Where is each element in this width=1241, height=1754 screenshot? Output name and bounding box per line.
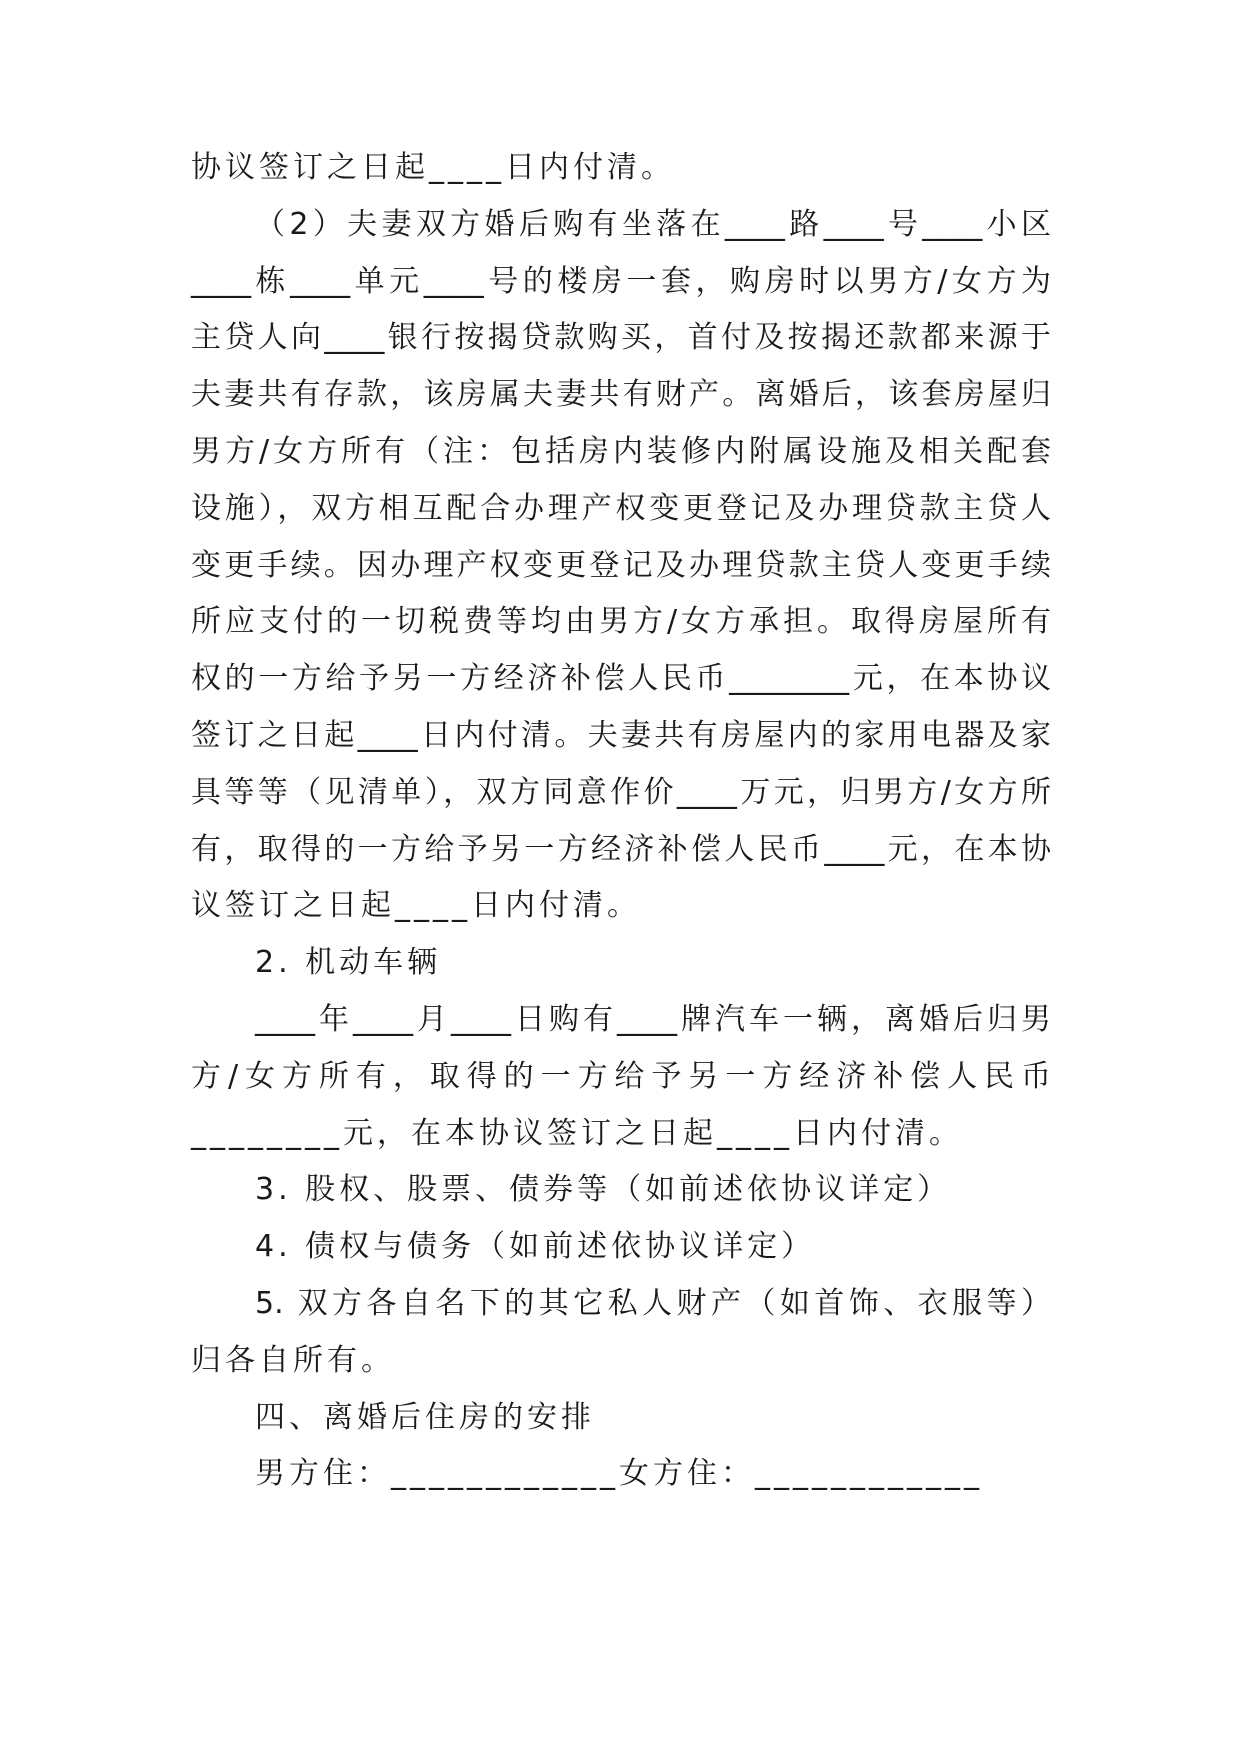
document-line: 5. 双方各自名下的其它私人财产（如首饰、衣服等） <box>255 1286 1051 1321</box>
document-line: 四、离婚后住房的安排 <box>255 1400 595 1435</box>
document-line: （2）夫妻双方婚后购有坐落在____路____号____小区 <box>255 207 1051 242</box>
document-line: 男方住：____________女方住：____________ <box>255 1456 983 1491</box>
document-line: 3. 股权、股票、债券等（如前述依协议详定） <box>255 1172 952 1207</box>
document-line: ________元，在本协议签订之日起____日内付清。 <box>191 1116 963 1151</box>
document-line: 权的一方给予另一方经济补偿人民币________元，在本协议 <box>191 661 1051 696</box>
document-line: 具等等（见清单），双方同意作价____万元，归男方/女方所 <box>191 775 1051 810</box>
document-line: 所应支付的一切税费等均由男方/女方承担。取得房屋所有 <box>191 604 1051 639</box>
document-line: 方/女方所有，取得的一方给予另一方经济补偿人民币 <box>191 1059 1051 1094</box>
document-line: 夫妻共有存款，该房属夫妻共有财产。离婚后，该套房屋归 <box>191 377 1051 412</box>
document-line: 归各自所有。 <box>191 1343 395 1378</box>
document-line: 签订之日起____日内付清。夫妻共有房屋内的家用电器及家 <box>191 718 1051 753</box>
document-line: 2. 机动车辆 <box>255 945 442 980</box>
document-line: 男方/女方所有（注：包括房内装修内附属设施及相关配套 <box>191 434 1051 469</box>
document-line: 有，取得的一方给予另一方经济补偿人民币____元，在本协 <box>191 832 1051 867</box>
document-line: 协议签订之日起____日内付清。 <box>191 150 675 185</box>
document-line: ____栋____单元____号的楼房一套，购房时以男方/女方为 <box>191 264 1051 299</box>
document-line: 主贷人向____银行按揭贷款购买，首付及按揭还款都来源于 <box>191 320 1051 355</box>
document-line: ____年____月____日购有____牌汽车一辆，离婚后归男 <box>255 1002 1051 1037</box>
document-line: 议签订之日起____日内付清。 <box>191 888 641 923</box>
document-line: 变更手续。因办理产权变更登记及办理贷款主贷人变更手续 <box>191 548 1051 583</box>
document-line: 4. 债权与债务（如前述依协议详定） <box>255 1229 816 1264</box>
document-line: 设施），双方相互配合办理产权变更登记及办理贷款主贷人 <box>191 491 1051 526</box>
